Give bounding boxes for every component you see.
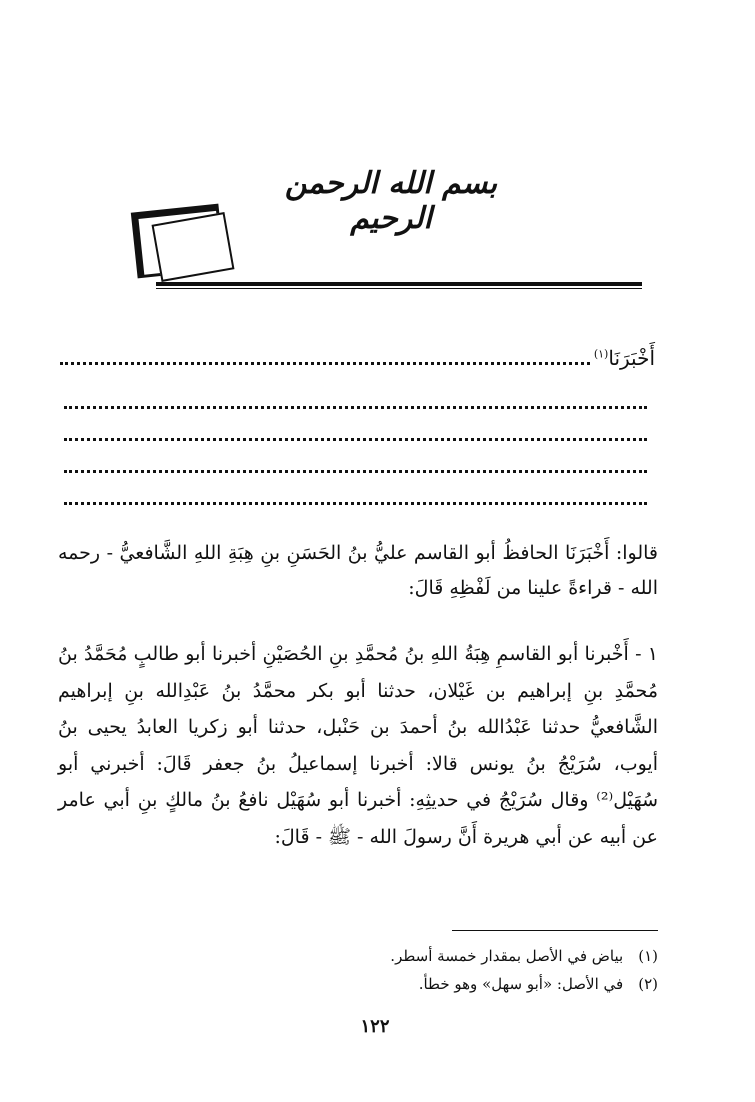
basmala-calligraphy: بسم الله الرحمن الرحيم (284, 166, 498, 236)
ornament-frame-front (152, 212, 235, 282)
intro-text: قالوا: أَخْبَرَنَا الحافظُ أبو القاسم عليُّ بنُ الحَسَنِ بنِ هِبَةِ اللهِ الشَّافعيُّ - رحمه الله - قراءةً علينا من لَفْظِهِ قَالَ: (58, 542, 658, 599)
footnote-marker: (١) (593, 347, 609, 361)
blank-first-line (60, 346, 655, 378)
footnotes (58, 942, 658, 998)
header-rule-thick (156, 282, 642, 286)
dotted-line (60, 410, 655, 442)
footnote-separator (452, 930, 658, 931)
footnote-number: (٢) (638, 975, 658, 993)
hadith-paragraph (58, 636, 658, 855)
footnote-text: بياض في الأصل بمقدار خمسة أسطر. (390, 947, 624, 965)
footnote-item (58, 970, 658, 998)
intro-paragraph (58, 536, 658, 606)
blank-placeholder-block (60, 346, 655, 506)
footnote-item (58, 942, 658, 970)
hadith-text: ١ - أَخْبرنا أبو القاسمِ هِبَةُ اللهِ بنُ مُحمَّدِ بنِ الحُصَيْنِ أخبرنا أبو طالبٍ مُحَمَّدُ بنُ مُحمَّدِ بنِ إبراهيم بن غَيْلان، حدثنا أبو بكر محمَّدُ بنُ عَبْدِالله بنِ إبراهيم الشَّافعيُّ حدثنا عَبْدُالله بنُ أحمدَ بن حَنْبل، حدثنا أبو زكريا العابدُ يحيى بنُ أيوب، سُرَيْجُ بنُ يونس قالا: أخبرنا إسماعيلُ بنُ جعفر قَالَ: أخبرني أبو سُهَيْل⁽²⁾ وقال سُرَيْجُ في حديثِهِ: أخبرنا أبو سُهَيْل نافعُ بنُ مالكٍ بنِ أبي عامر عن أبيه عن أبي هريرة أَنَّ رسولَ الله - ﷺ - قَالَ: (58, 643, 658, 848)
dotted-leader (60, 346, 590, 365)
dotted-line (60, 474, 655, 506)
header-rule-thin (156, 288, 642, 289)
dotted-line (60, 442, 655, 474)
footnote-text: في الأصل: «أبو سهل» وهو خطأ. (418, 975, 624, 993)
page-number: ١٢٢ (360, 1016, 390, 1037)
footnote-number: (١) (638, 947, 658, 965)
blank-lead-word: أَخْبَرَنَا$^{(١)}$ (593, 346, 655, 370)
dotted-line (60, 378, 655, 410)
